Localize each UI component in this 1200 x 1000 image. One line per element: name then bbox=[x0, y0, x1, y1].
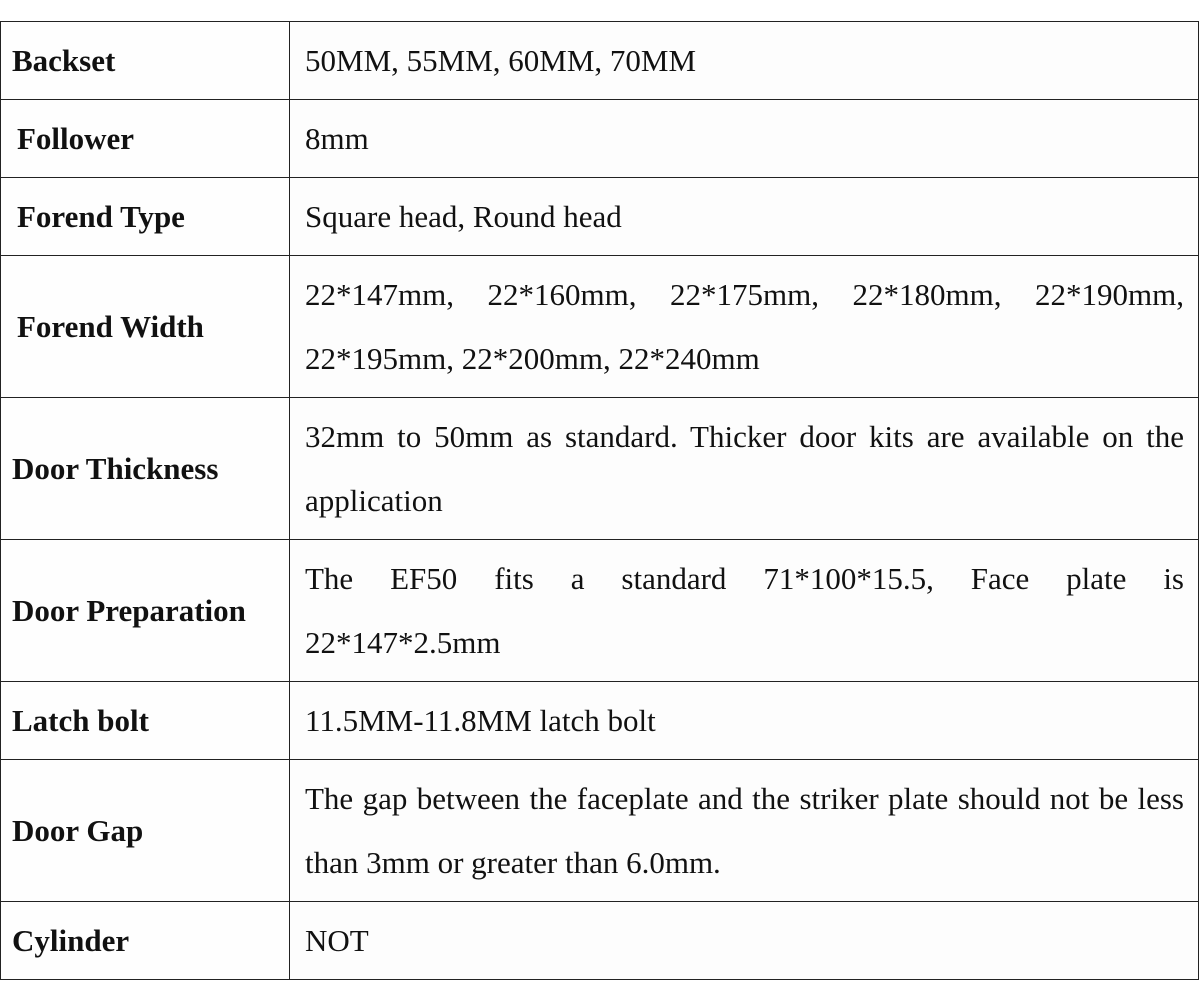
spec-value-door-gap: The gap between the faceplate and the striker plate should not be less than 3mm or greater than 6.0mm. bbox=[290, 760, 1199, 902]
spec-value-door-preparation bbox=[290, 540, 1199, 682]
spec-value-door-thickness: 32mm to 50mm as standard. Thicker door kits are available on the application bbox=[290, 398, 1199, 540]
spec-value-door-preparation-line2: 22*147*2.5mm bbox=[305, 624, 501, 660]
spec-label-door-thickness: Door Thickness bbox=[1, 398, 290, 540]
spec-label-latch-bolt: Latch bolt bbox=[1, 682, 290, 760]
spec-label-door-preparation: Door Preparation bbox=[1, 540, 290, 682]
spec-label-follower: Follower bbox=[1, 100, 290, 178]
spec-label-backset: Backset bbox=[1, 22, 290, 100]
spec-label-forend-type: Forend Type bbox=[1, 178, 290, 256]
spec-label-cylinder: Cylinder bbox=[1, 902, 290, 980]
table-row bbox=[1, 760, 1199, 902]
table-row bbox=[1, 178, 1199, 256]
spec-table bbox=[0, 21, 1199, 980]
table-row bbox=[1, 256, 1199, 398]
spec-value-forend-width-line1: 22*147mm, 22*160mm, 22*175mm, 22*180mm, 22*190mm, bbox=[305, 276, 1184, 312]
spec-label-forend-width: Forend Width bbox=[1, 256, 290, 398]
spec-label-door-gap: Door Gap bbox=[1, 760, 290, 902]
table-row bbox=[1, 398, 1199, 540]
spec-value-forend-width-line2: 22*195mm, 22*200mm, 22*240mm bbox=[305, 340, 760, 376]
table-row bbox=[1, 682, 1199, 760]
table-row bbox=[1, 902, 1199, 980]
table-row bbox=[1, 100, 1199, 178]
spec-value-forend-type: Square head, Round head bbox=[290, 178, 1199, 256]
spec-value-forend-width bbox=[290, 256, 1199, 398]
spec-value-backset: 50MM, 55MM, 60MM, 70MM bbox=[290, 22, 1199, 100]
table-row bbox=[1, 22, 1199, 100]
spec-value-latch-bolt: 11.5MM-11.8MM latch bolt bbox=[290, 682, 1199, 760]
spec-value-follower: 8mm bbox=[290, 100, 1199, 178]
spec-value-door-preparation-line1: The EF50 fits a standard 71*100*15.5, Face plate is bbox=[305, 560, 1184, 596]
table-row bbox=[1, 540, 1199, 682]
spec-value-cylinder: NOT bbox=[290, 902, 1199, 980]
